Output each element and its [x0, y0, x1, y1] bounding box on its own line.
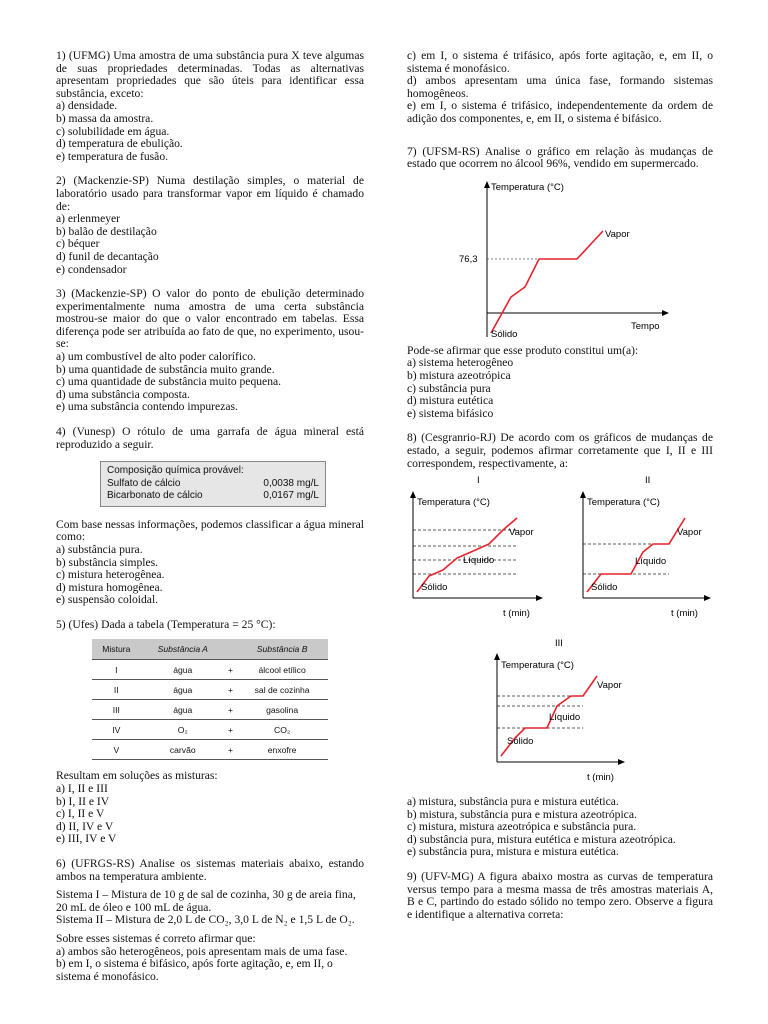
x-axis-label: t (min) — [587, 772, 614, 784]
label-value: 0,0038 mg/L — [263, 477, 319, 489]
option: a) ambos são heterogêneos, pois apresentam mais de uma fase. — [56, 944, 348, 958]
graph-id: I — [477, 475, 480, 487]
table-cell: + — [225, 700, 236, 720]
table-cell: álcool etílico — [236, 660, 328, 680]
question-1 — [56, 50, 364, 163]
question-stem: 6) (UFRGS-RS) Analise os sistemas materiais abaixo, estando ambos na temperatura ambiente. — [56, 857, 364, 883]
option: c) uma quantidade de substância muito pequena. — [56, 375, 282, 389]
heating-curve — [491, 231, 603, 333]
y-axis-label: Temperatura (°C) — [587, 497, 660, 509]
label-title: Composição química provável: — [107, 465, 244, 477]
graph-I — [410, 475, 543, 619]
label-row — [107, 478, 319, 491]
option: d) II, IV e V — [56, 819, 114, 833]
table-cell: V — [92, 740, 141, 760]
table-cell: sal de cozinha — [236, 680, 328, 700]
solid-label: Sólido — [591, 582, 618, 594]
y-axis-label: Temperatura (°C) — [417, 497, 490, 509]
mixtures-table — [92, 639, 328, 760]
option: d) temperatura de ebulição. — [56, 137, 183, 151]
option: e) suspensão coloidal. — [56, 593, 159, 607]
option: a) erlenmeyer — [56, 212, 121, 226]
option: e) condensador — [56, 262, 127, 276]
tick-label: 76,3 — [459, 253, 478, 265]
x-axis-label: t (min) — [671, 608, 698, 620]
table-cell: II — [92, 680, 141, 700]
table-row — [92, 660, 328, 680]
question-text: Pode-se afirmar que esse produto constitui um(a): — [407, 343, 639, 357]
question-7 — [407, 146, 713, 421]
table-cell: IV — [92, 720, 141, 740]
option: e) sistema bifásico — [407, 406, 494, 420]
table-row — [92, 700, 328, 720]
label-name: Sulfato de cálcio — [107, 477, 181, 489]
table-cell: água — [141, 700, 225, 720]
option: a) mistura, substância pura e mistura eutética. — [407, 795, 619, 809]
option: a) substância pura. — [56, 542, 143, 556]
option: c) mistura heterogênea. — [56, 568, 165, 582]
question-stem: 8) (Cesgranrio-RJ) De acordo com os gráficos de mudanças de estado, a seguir, podemos afirmar corretamente que I, II e III correspondem, respectivamente, a: — [407, 431, 713, 470]
option: e) temperatura de fusão. — [56, 149, 169, 163]
table-cell: + — [225, 740, 236, 760]
option: c) I, II e V — [56, 807, 105, 821]
vapor-label: Vapor — [677, 527, 702, 539]
question-6 — [56, 858, 364, 983]
table-cell: água — [141, 660, 225, 680]
system-1: Sistema I – Mistura de 10 g de sal de cozinha, 30 g de areia fina, 20 mL de óleo e 100 mL de água. — [56, 888, 356, 914]
arrow-icon — [580, 491, 586, 498]
table-row — [92, 680, 328, 700]
table-cell: + — [225, 660, 236, 680]
y-axis-label: Temperatura (°C) — [491, 181, 564, 193]
option: b) mistura azeotrópica — [407, 368, 511, 382]
table-header-row — [92, 639, 328, 660]
option: b) balão de destilação — [56, 224, 157, 238]
option: e) substância pura, mistura e mistura eutética. — [407, 845, 619, 859]
option: d) mistura homogênea. — [56, 580, 163, 594]
option: d) funil de decantação — [56, 249, 159, 263]
table-cell: + — [225, 720, 236, 740]
solid-label: Sólido — [421, 582, 448, 594]
label-row — [107, 490, 319, 503]
question-4 — [56, 426, 364, 607]
question-stem: 7) (UFSM-RS) Analise o gráfico em relação às mudanças de estado que ocorrem no álcool 96%, vendido em supermercado. — [407, 144, 713, 171]
option: a) sistema heterogêneo — [407, 356, 514, 370]
graph-II — [580, 475, 711, 619]
option: a) I, II e III — [56, 782, 108, 796]
table-header: Mistura — [92, 639, 141, 660]
arrow-icon — [494, 653, 500, 660]
option: b) mistura, substância pura e mistura azeotrópica. — [407, 807, 637, 821]
question-stem: 5) (Ufes) Dada a tabela (Temperatura = 25 °C): — [56, 617, 276, 631]
vapor-label: Vapor — [597, 680, 622, 692]
left-column — [56, 50, 364, 995]
arrow-icon — [536, 595, 543, 601]
question-6-continued — [407, 50, 713, 126]
option: c) substância pura — [407, 381, 491, 395]
arrow-icon — [484, 181, 490, 188]
arrow-icon — [618, 759, 625, 765]
table-row — [92, 720, 328, 740]
question-8 — [407, 432, 713, 859]
mineral-water-label — [100, 461, 326, 507]
question-stem: 9) (UFV-MG) A figura abaixo mostra as curvas de temperatura versus tempo para a mesma massa de três amostras materiais A, B e C, partindo do estado sólido no tempo zero. Observe a figura e identifique a alternativa correta: — [407, 870, 713, 921]
option: b) I, II e IV — [56, 794, 110, 808]
q8-graphs — [407, 474, 713, 796]
table-cell: água — [141, 680, 225, 700]
liquid-label: Líquido — [635, 556, 667, 568]
liquid-label: Líquido — [549, 712, 581, 724]
option: b) substância simples. — [56, 555, 159, 569]
option: e) III, IV e V — [56, 832, 117, 846]
table-cell: carvão — [141, 740, 225, 760]
table-cell: + — [225, 680, 236, 700]
question-text: Resultam em soluções as misturas: — [56, 769, 218, 783]
option: d) uma substância composta. — [56, 387, 190, 401]
liquid-label: Líquido — [463, 555, 495, 567]
right-column — [407, 50, 713, 933]
option: a) densidade. — [56, 99, 118, 113]
question-text: Com base nessas informações, podemos classificar a água mineral como: — [56, 517, 364, 544]
table-cell: III — [92, 700, 141, 720]
option: e) em I, o sistema é trifásico, independentemente da ordem de adição dos componentes, e, em II, o sistema é bifásico. — [407, 99, 713, 125]
table-cell: CO₂ — [236, 720, 328, 740]
option: b) em I, o sistema é bifásico, após forte agitação, e, em II, o sistema é monofásico. — [56, 957, 333, 983]
graph-III — [494, 638, 625, 783]
question-3 — [56, 288, 364, 414]
vapor-label: Vapor — [509, 527, 534, 539]
y-axis-label: Temperatura (°C) — [501, 660, 574, 672]
question-9 — [407, 871, 713, 921]
table-header: Substância A — [141, 639, 225, 660]
option: e) uma substância contendo impurezas. — [56, 400, 238, 414]
question-2 — [56, 175, 364, 276]
question-stem: 2) (Mackenzie-SP) Numa destilação simples, o material de laboratório usado para transformar vapor em líquido é chamado de: — [56, 174, 364, 213]
table-cell: enxofre — [236, 740, 328, 760]
heating-curve — [587, 518, 685, 592]
graph-id: II — [645, 475, 651, 487]
arrow-icon — [410, 491, 416, 498]
solid-label: Sólido — [491, 328, 518, 340]
option: b) uma quantidade de substância muito grande. — [56, 362, 275, 376]
label-name: Bicarbonato de cálcio — [107, 490, 203, 502]
question-text: Sobre esses sistemas é correto afirmar que: — [56, 932, 256, 945]
table-header — [225, 639, 236, 660]
table-cell: O₂ — [141, 720, 225, 740]
q7-graph — [407, 173, 713, 341]
x-axis-label: t (min) — [503, 608, 530, 620]
option: c) em I, o sistema é trifásico, após forte agitação, e, em II, o sistema é monofásico. — [407, 49, 713, 75]
option: d) mistura eutética — [407, 394, 494, 408]
table-header: Substância B — [236, 639, 328, 660]
table-row — [92, 740, 328, 760]
graph-id: III — [555, 638, 563, 650]
x-axis-label: Tempo — [631, 320, 660, 332]
table-cell: gasolina — [236, 700, 328, 720]
option: c) béquer — [56, 237, 100, 251]
vapor-label: Vapor — [605, 228, 630, 240]
question-stem: 4) (Vunesp) O rótulo de uma garrafa de água mineral está reproduzido a seguir. — [56, 425, 364, 451]
question-5 — [56, 619, 364, 846]
arrow-icon — [704, 595, 711, 601]
option: d) substância pura, mistura eutética e mistura azeotrópica. — [407, 832, 676, 846]
option: b) massa da amostra. — [56, 111, 154, 125]
option: c) solubilidade em água. — [56, 124, 170, 138]
question-stem: 3) (Mackenzie-SP) O valor do ponto de ebulição determinado experimentalmente numa amostra de uma certa substância mostrou-se maior do que o valor encontrado em tabelas. Essa diferença pode ser atribuída ao fato de que, no experimento, usou-se: — [56, 287, 364, 351]
table-cell: I — [92, 660, 141, 680]
label-value: 0,0167 mg/L — [263, 490, 319, 502]
solid-label: Sólido — [507, 736, 534, 748]
arrow-icon — [662, 310, 669, 316]
option: d) ambos apresentam uma única fase, formando sistemas homogêneos. — [407, 74, 713, 100]
option: c) mistura, mistura azeotrópica e substância pura. — [407, 820, 637, 834]
system-2: Sistema II – Mistura de 2,0 L de CO₂, 3,0 L de N₂ e 1,5 L de O₂. — [56, 913, 355, 927]
option: a) um combustível de alto poder calorífico. — [56, 350, 256, 364]
question-stem: 1) (UFMG) Uma amostra de uma substância pura X teve algumas de suas propriedades determinadas. Todas as alternativas apresentam propriedades que são úteis para identificar essa substância, exceto: — [56, 49, 364, 100]
